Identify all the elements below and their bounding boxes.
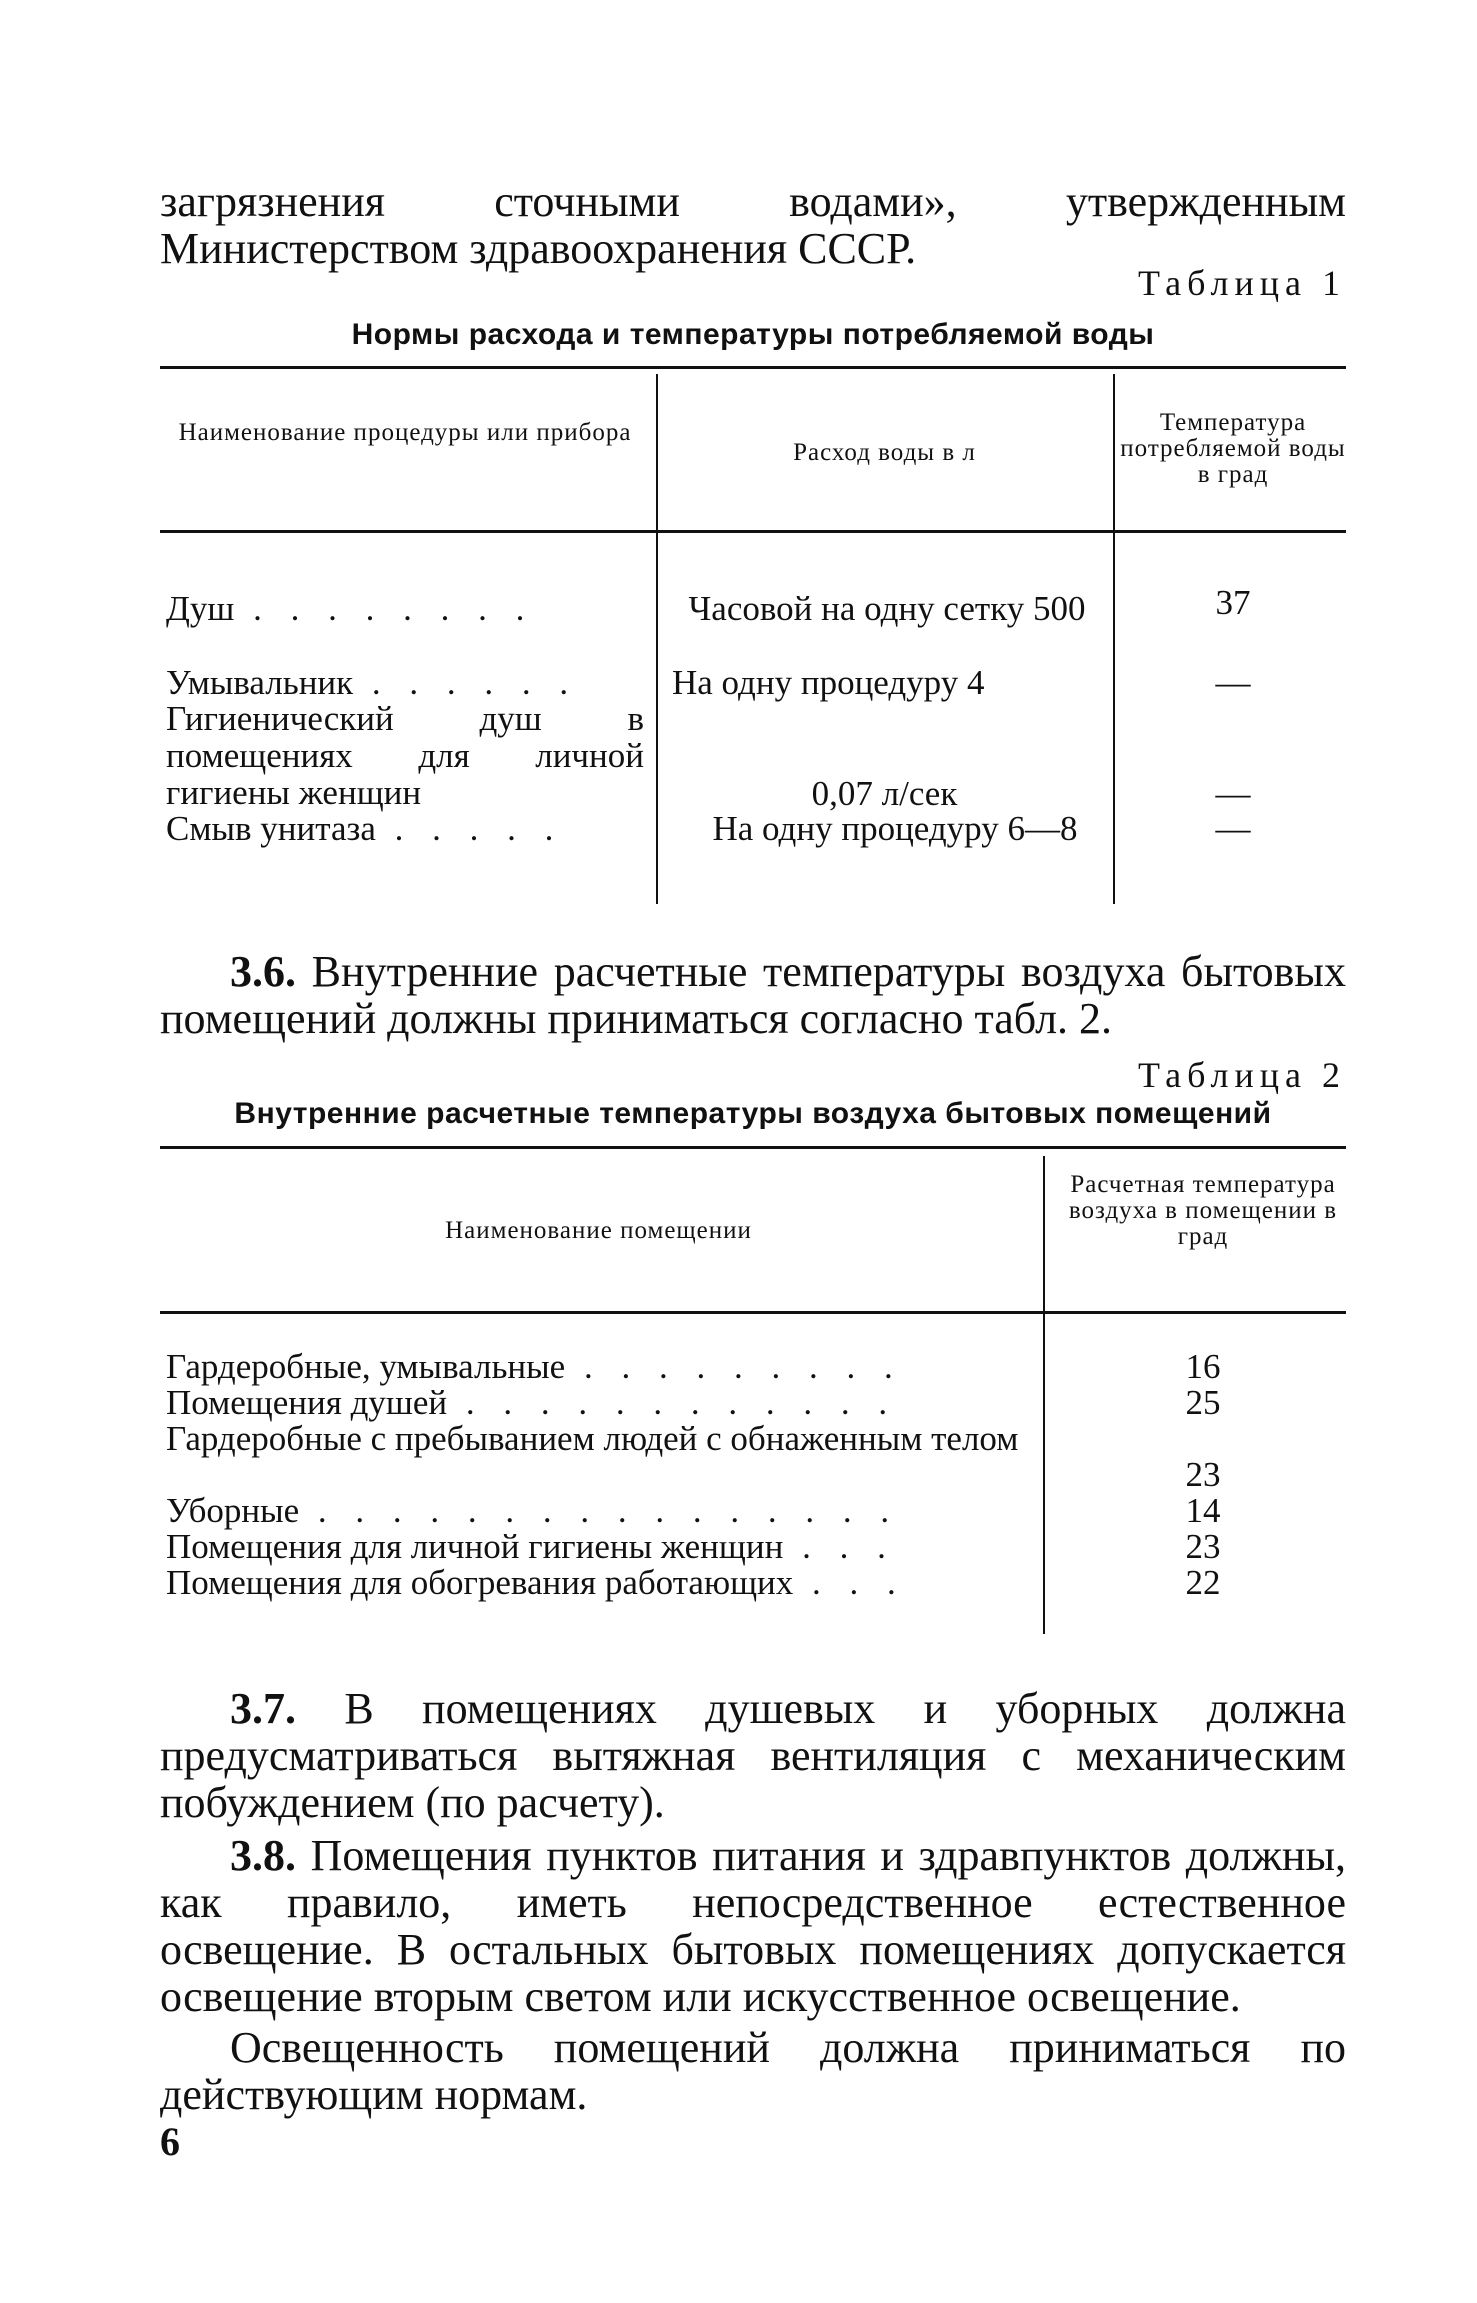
table2-row3-temp: 23 [1185, 1455, 1221, 1494]
table1-header-name: Наименование процедуры или прибора [178, 419, 632, 446]
table1-row4-flow: На одну процедуру 6—8 [712, 809, 1078, 848]
table1-col-divider-1 [656, 374, 658, 904]
table1-row1-name: Душ . . . . . . . . [166, 589, 535, 628]
table1-row3-flow: 0,07 л/сек [811, 774, 958, 813]
table2-row5-name: Помещения для личной гигиены женщин . . . [166, 1527, 896, 1566]
table1-row2-name: Умывальник . . . . . . [166, 663, 579, 702]
table1-row4-name: Смыв унитаза . . . . . [166, 809, 564, 848]
section-3-8: 3.8. Помещения пунктов питания и здравпунктов должны, как правило, иметь непосредственное естественное освещение. В остальных бытовых помещениях допускается освещение вторым светом или искусственное освещение. [160, 1831, 1347, 2021]
table1-top-rule [160, 366, 1346, 369]
table2-row1-temp: 16 [1185, 1347, 1221, 1386]
table2-label: Таблица 2 [1138, 1055, 1346, 1095]
table1-header-rule [160, 530, 1346, 533]
intro-paragraph: загрязнения сточными водами», утвержденным Министерством здравоохранения СССР. [160, 177, 1346, 273]
table1-row1-flow: Часовой на одну сетку 500 [688, 589, 1086, 628]
page-number: 6 [160, 2119, 180, 2164]
table2-title: Внутренние расчетные температуры воздуха бытовых помещений [234, 1097, 1272, 1130]
section-3-6: 3.6. Внутренние расчетные температуры воздуха бытовых помещений должны приниматься согласно табл. 2. [160, 947, 1346, 1043]
table2-header-rule [160, 1311, 1346, 1314]
table1-row1-temp: 37 [1215, 583, 1251, 622]
table2-row1-name: Гардеробные, умывальные . . . . . . . . . [166, 1347, 903, 1386]
table1-row4-temp: — [1215, 809, 1251, 848]
table1-col-divider-2 [1113, 374, 1115, 904]
section-3-7: 3.7. В помещениях душевых и уборных должна предусматриваться вытяжная вентиляция с механическим побуждением (по расчету). [160, 1684, 1347, 1827]
table1-header-temp: Температура потребляемой воды в град [1120, 409, 1346, 488]
table2-row5-temp: 23 [1185, 1527, 1221, 1566]
table2-row2-temp: 25 [1185, 1383, 1221, 1422]
table2-row3-name: Гардеробные с пребыванием людей с обнаженным телом [166, 1419, 1019, 1458]
table2-row4-temp: 14 [1185, 1491, 1221, 1530]
table1-label: Таблица 1 [1138, 263, 1346, 303]
table1-row2-temp: — [1215, 663, 1251, 702]
table2-row2-name: Помещения душей . . . . . . . . . . . . [166, 1383, 898, 1422]
table1-row2-flow: На одну процедуру 4 [672, 663, 985, 702]
table2-top-rule [160, 1146, 1346, 1149]
table2-col-divider [1043, 1156, 1045, 1634]
table2-header-temp: Расчетная температура воздуха в помещении в град [1068, 1171, 1338, 1250]
table1-row3-temp: — [1215, 774, 1251, 813]
closing-paragraph: Освещенность помещений должна приниматься по действующим нормам. [160, 2023, 1346, 2119]
table1-row3-name: Гигиенический душ в помещениях для личной гигиены женщин [166, 699, 644, 812]
table1-header-flow: Расход воды в л [793, 439, 976, 466]
table2-row6-name: Помещения для обогревания работающих . . . [166, 1563, 906, 1602]
table1-title: Нормы расхода и температуры потребляемой воды [351, 318, 1155, 351]
table2-row4-name: Уборные . . . . . . . . . . . . . . . . [166, 1491, 900, 1530]
table2-header-name: Наименование помещении [445, 1217, 752, 1244]
table2-row6-temp: 22 [1185, 1563, 1221, 1602]
